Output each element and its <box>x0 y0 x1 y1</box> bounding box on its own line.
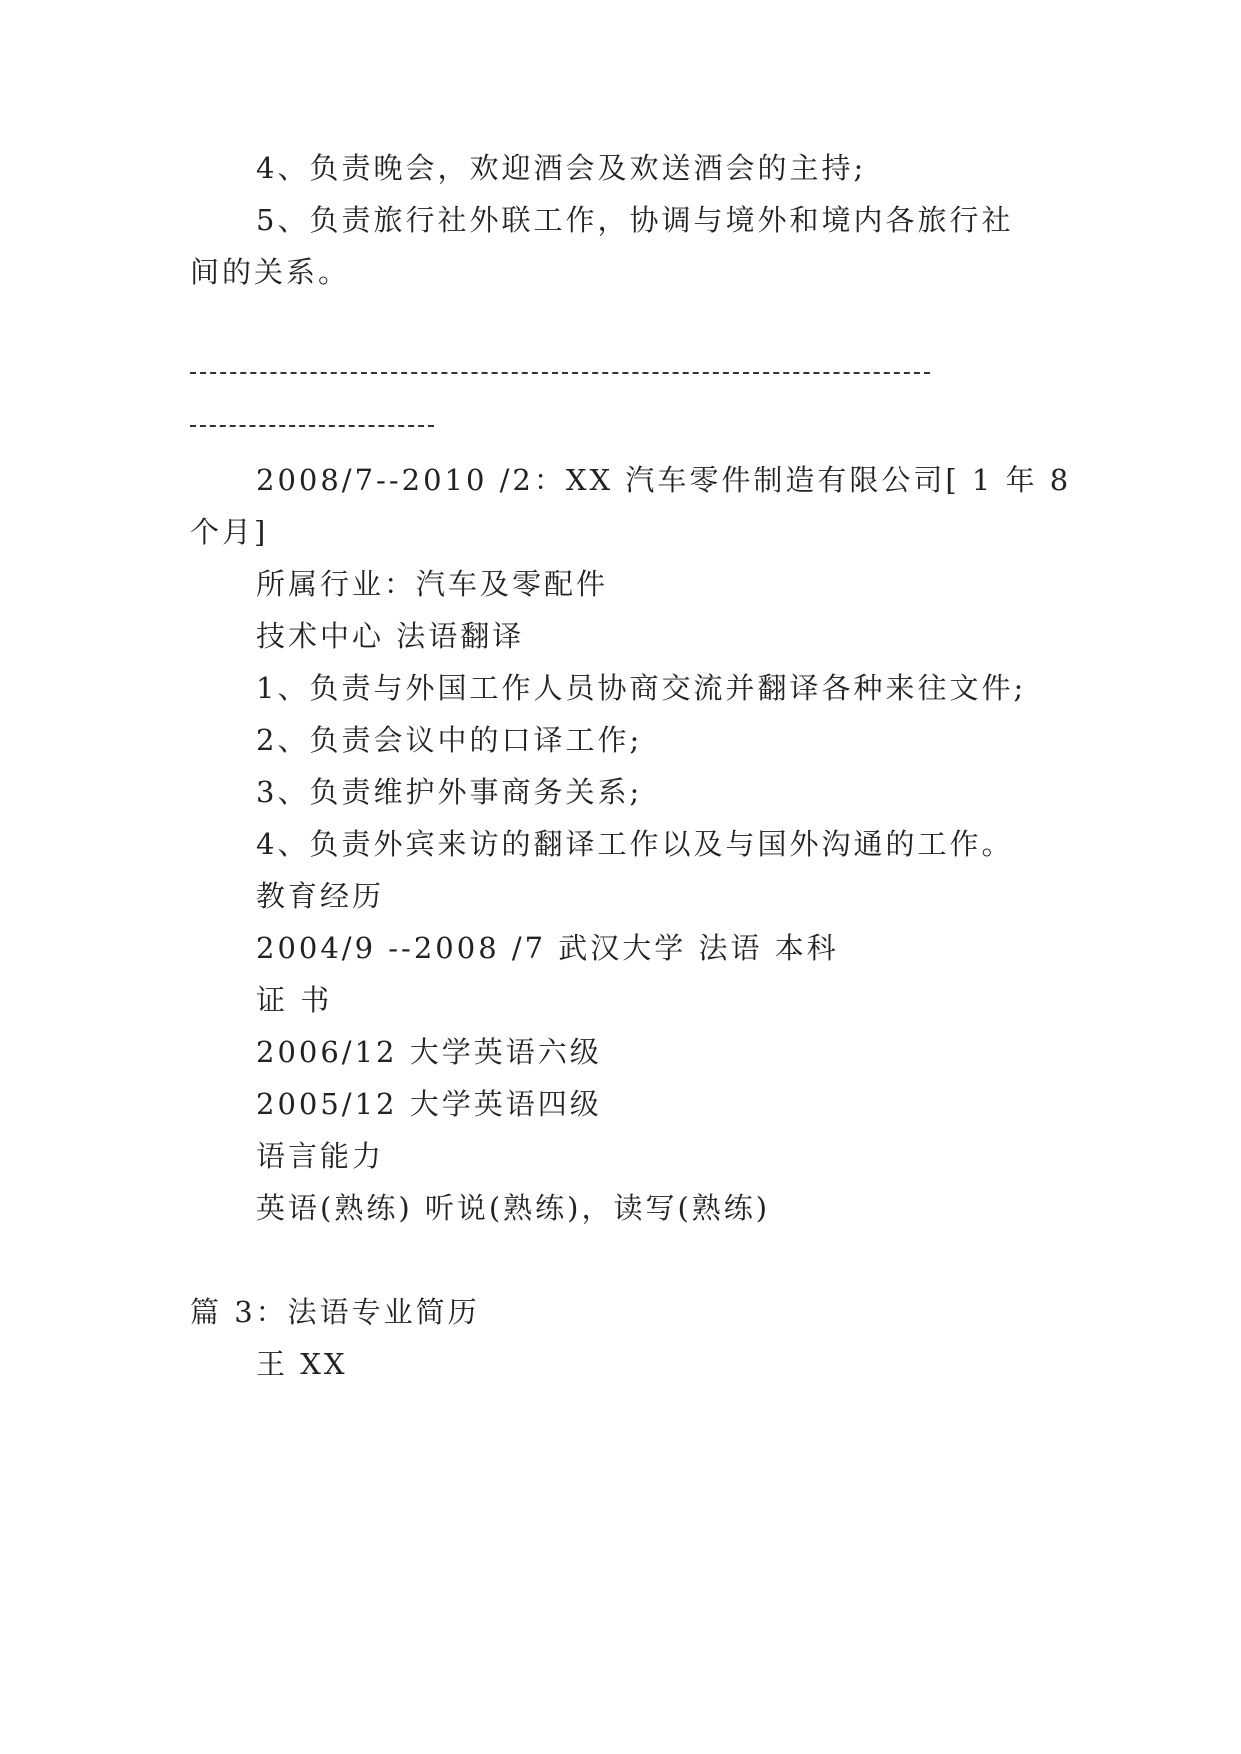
job-duty-1: 1、负责与外国工作人员协商交流并翻译各种来往文件; <box>256 671 1027 705</box>
prev-duty-5-cont: 间的关系。 <box>190 255 351 289</box>
job-duty-3: 3、负责维护外事商务关系; <box>256 775 643 809</box>
language-heading: 语言能力 <box>256 1139 385 1173</box>
job-duty-4: 4、负责外宾来访的翻译工作以及与国外沟通的工作。 <box>256 827 1014 861</box>
job-period-cont: 个月] <box>190 515 269 549</box>
job-position: 技术中心 法语翻译 <box>256 619 525 653</box>
job-industry: 所属行业：汽车及零配件 <box>256 567 609 601</box>
separator-line <box>190 372 930 374</box>
education-heading: 教育经历 <box>256 879 385 913</box>
job-period: 2008/7--2010 /2：XX 汽车零件制造有限公司[ 1 年 8 <box>256 463 1072 497</box>
prev-duty-4: 4、负责晚会，欢迎酒会及欢送酒会的主持; <box>256 151 867 185</box>
prev-duty-5: 5、负责旅行社外联工作，协调与境外和境内各旅行社 <box>256 203 1014 237</box>
job-duty-2: 2、负责会议中的口译工作; <box>256 723 643 757</box>
candidate-name: 王 XX <box>256 1347 348 1381</box>
separator-line-cont <box>190 425 434 427</box>
section-title: 篇 3：法语专业简历 <box>190 1295 480 1329</box>
certificate-item: 2005/12 大学英语四级 <box>256 1087 602 1121</box>
certificates-heading: 证 书 <box>256 983 333 1017</box>
language-detail: 英语(熟练) 听说(熟练)，读写(熟练) <box>256 1191 771 1225</box>
education-entry: 2004/9 --2008 /7 武汉大学 法语 本科 <box>256 931 839 965</box>
certificate-item: 2006/12 大学英语六级 <box>256 1035 602 1069</box>
